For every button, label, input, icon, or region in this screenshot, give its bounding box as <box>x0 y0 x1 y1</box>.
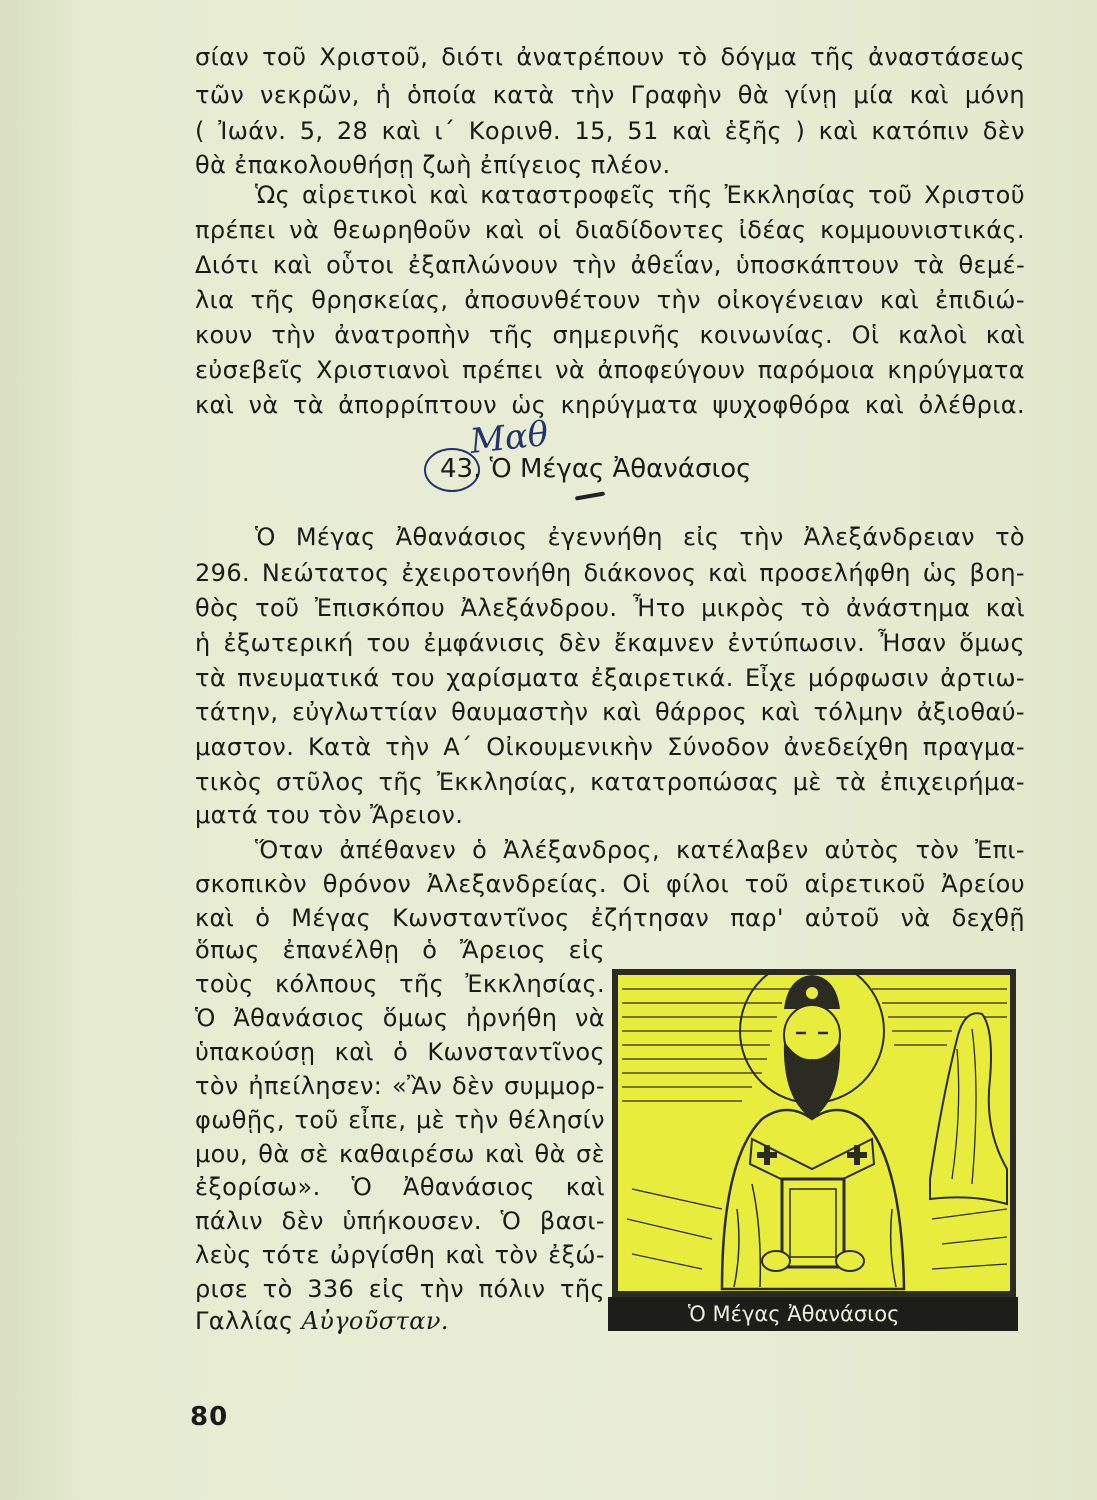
text-line: πάλιν δὲν ὑπήκουσεν. Ὁ βασι- <box>195 1207 605 1235</box>
text-line: ἐξορίσω». Ὁ Ἀθανάσιος καὶ <box>195 1173 605 1201</box>
text-line: μου, θὰ σὲ καθαιρέσω καὶ θὰ σὲ <box>195 1140 605 1168</box>
text-line: λεὺς τότε ὠργίσθη καὶ τὸν ἐξώ- <box>195 1241 605 1269</box>
text-line: 296. Νεώτατος ἐχειροτονήθη διάκονος καὶ προσελήφθη ὡς βοη- <box>195 559 1025 587</box>
text-line: μαστον. Κατὰ τὴν Α΄ Οἰκουμενικὴν Σύνοδον ἀνεδείχθη πραγμα- <box>195 733 1025 761</box>
figure-caption: Ὁ Μέγας Ἀθανάσιος <box>608 1297 1018 1331</box>
text-line: Ὅταν ἀπέθανεν ὁ Ἀλέξανδρος, κατέλαβεν αὐτὸς τὸν Ἐπι- <box>255 836 1025 864</box>
text-line: ματά του τὸν Ἄρειον. <box>195 801 464 829</box>
icon-drawing <box>612 969 1016 1297</box>
text-line: καὶ ὁ Μέγας Κωνσταντῖνος ἐζήτησαν παρ' αὐτοῦ νὰ δεχθῇ <box>195 904 1025 932</box>
text-plain: Γαλλίας <box>195 1307 294 1335</box>
text-line: ὅπως ἐπανέλθῃ ὁ Ἄρειος εἰς <box>195 936 605 964</box>
text-line: τάτην, εὐγλωττίαν θαυμαστὴν καὶ θάρρος καὶ τόλμην ἀξιοθαύ- <box>195 698 1025 726</box>
text-line: τῶν νεκρῶν, ἡ ὁποία κατὰ τὴν Γραφὴν θὰ γίνῃ μία καὶ μόνη <box>195 81 1025 109</box>
text-line: λια τῆς θρησκείας, ἀποσυνθέτουν τὴν οἰκογένειαν καὶ ἐπιδιώ- <box>195 286 1025 314</box>
text-line: πρέπει νὰ θεωρηθοῦν καὶ οἱ διαδίδοντες ἰδέας κομμουνιστικάς. <box>195 216 1025 244</box>
section-heading <box>440 452 751 486</box>
page-number: 80 <box>190 1402 229 1432</box>
text-line: εὐσεβεῖς Χριστιανοὶ πρέπει νὰ ἀποφεύγουν παρόμοια κηρύγματα <box>195 356 1025 384</box>
text-line: Ὁ Μέγας Ἀθανάσιος ἐγεννήθη εἰς τὴν Ἀλεξάνδρειαν τὸ <box>255 523 1025 551</box>
text-line: τικὸς στῦλος τῆς Ἐκκλησίας, κατατροπώσας μὲ τὰ ἐπιχειρήμα- <box>195 768 1025 796</box>
text-line: θὸς τοῦ Ἐπισκόπου Ἀλεξάνδρου. Ἦτο μικρὸς τὸ ἀνάστημα καὶ <box>195 594 1025 622</box>
section-number: 43. <box>440 454 482 484</box>
text-line: θὰ ἐπακολουθήσῃ ζωὴ ἐπίγειος πλέον. <box>195 151 671 179</box>
pen-dash-mark <box>575 491 605 500</box>
section-title: Ὁ Μέγας Ἀθανάσιος <box>489 454 752 484</box>
text-line: φωθῇς, τοῦ εἶπε, μὲ τὴν θέλησίν <box>195 1106 605 1134</box>
text-line: σίαν τοῦ Χριστοῦ, διότι ἀνατρέπουν τὸ δόγμα τῆς ἀναστάσεως <box>195 43 1025 71</box>
text-line <box>195 1306 605 1337</box>
saint-athanasius-illustration <box>612 969 1016 1297</box>
text-line: ρισε τὸ 336 εἰς τὴν πόλιν τῆς <box>195 1275 605 1303</box>
text-line: ἡ ἐξωτερική του ἐμφάνισις δὲν ἔκαμνεν ἐντύπωσιν. Ἦσαν ὅμως <box>195 629 1025 657</box>
text-line: τὸν ἠπείλησεν: «Ἂν δὲν συμμορ- <box>195 1072 605 1100</box>
text-line: καὶ νὰ τὰ ἀπορρίπτουν ὡς κηρύγματα ψυχοφθόρα καὶ ὀλέθρια. <box>195 391 1025 419</box>
text-line: κουν τὴν ἀνατροπὴν τῆς σημερινῆς κοινωνίας. Οἱ καλοὶ καὶ <box>195 321 1025 349</box>
text-line: τοὺς κόλπους τῆς Ἐκκλησίας. <box>195 970 605 998</box>
text-line: Ὡς αἱρετικοὶ καὶ καταστροφεῖς τῆς Ἐκκλησίας τοῦ Χριστοῦ <box>255 181 1025 209</box>
text-italic-city: Αὐγοῦσταν. <box>301 1307 449 1335</box>
text-line: Ὁ Ἀθανάσιος ὅμως ἠρνήθη νὰ <box>195 1004 605 1032</box>
text-line: σκοπικὸν θρόνον Ἀλεξανδρείας. Οἱ φίλοι τοῦ αἱρετικοῦ Ἀρείου <box>195 870 1025 898</box>
text-line: ὑπακούσῃ καὶ ὁ Κωνσταντῖνος <box>195 1038 605 1066</box>
text-line: ( Ἰωάν. 5, 28 καὶ ι΄ Κορινθ. 15, 51 καὶ ἑξῆς ) καὶ κατόπιν δὲν <box>195 117 1025 145</box>
text-line: Διότι καὶ οὗτοι ἐξαπλώνουν τὴν ἀθεΐαν, ὑποσκάπτουν τὰ θεμέ- <box>195 251 1025 279</box>
handwritten-note: Μαθ <box>468 414 551 462</box>
text-line: τὰ πνευματικά του χαρίσματα ἐξαιρετικά. Εἶχε μόρφωσιν ἀρτιω- <box>195 664 1025 692</box>
